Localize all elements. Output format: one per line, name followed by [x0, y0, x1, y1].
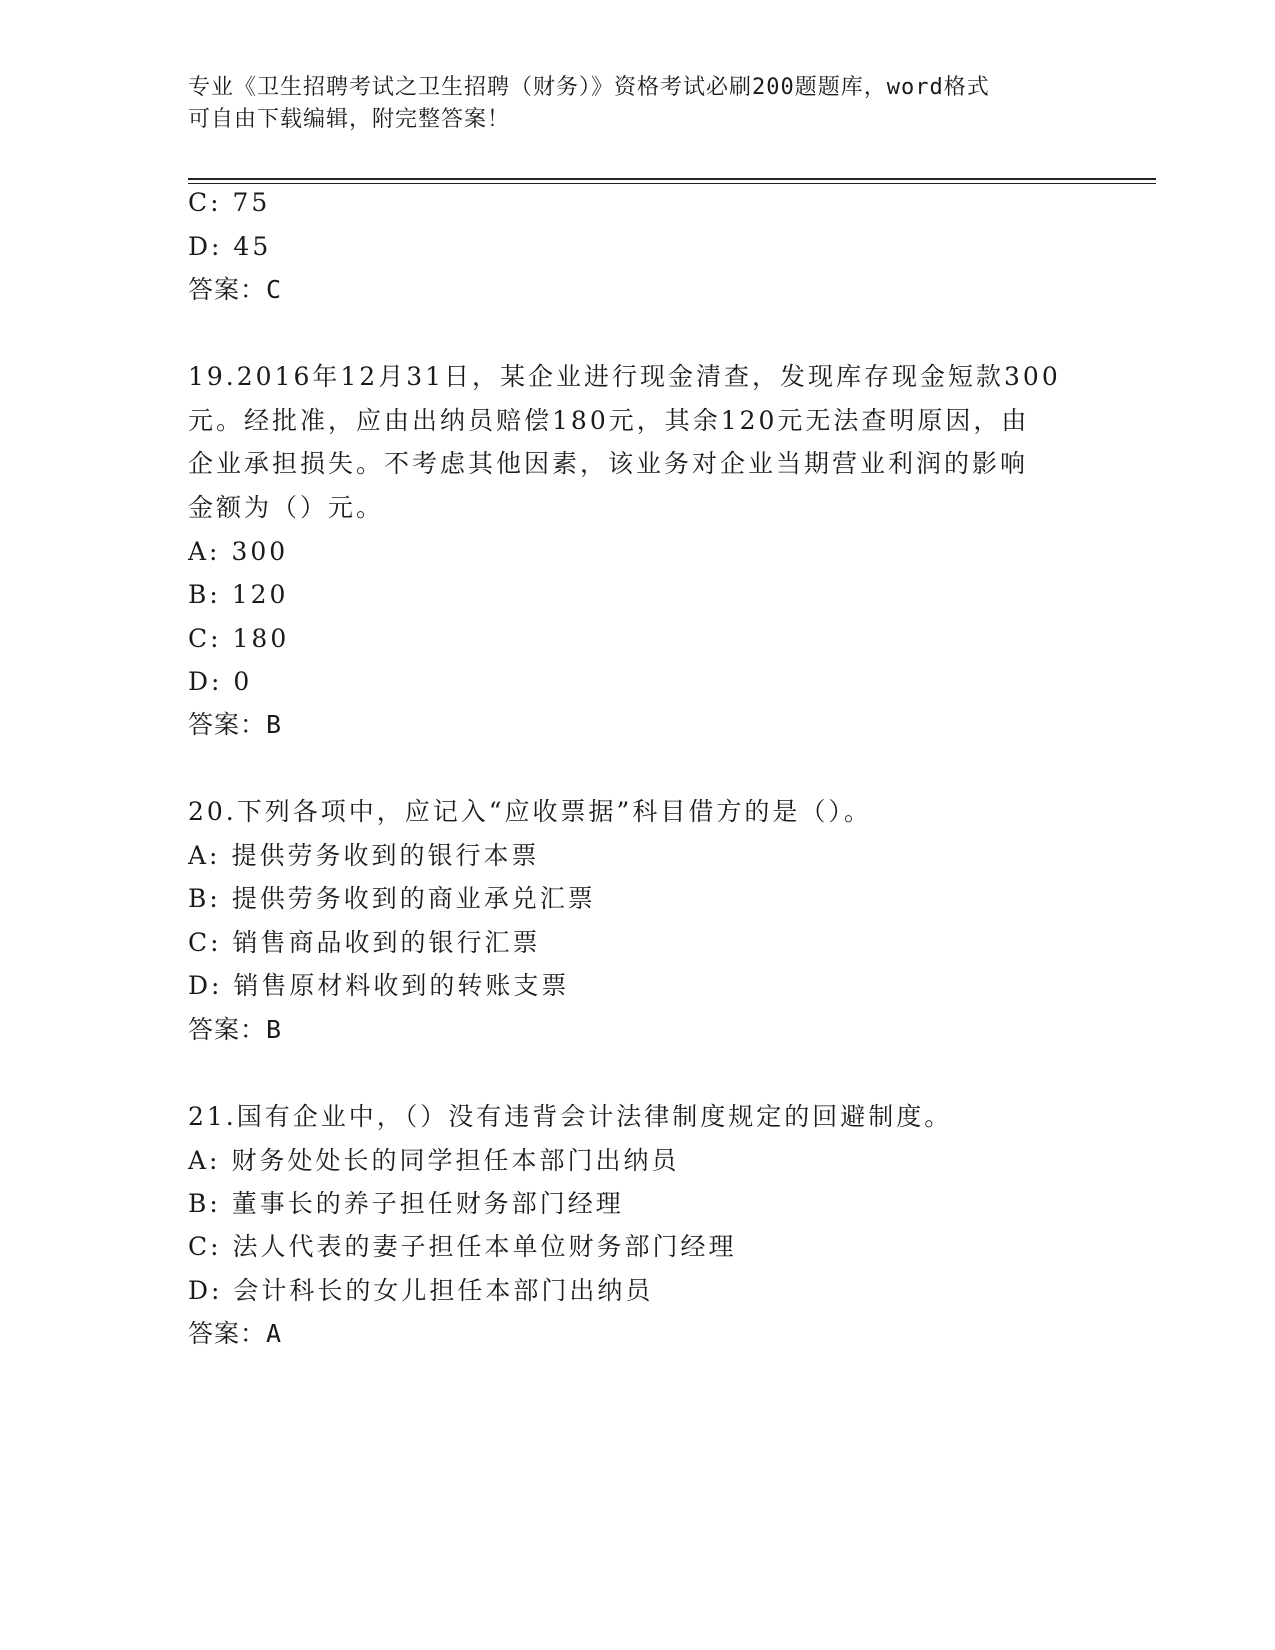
question-20-option-a: [188, 841, 539, 871]
option-label: C:: [188, 928, 222, 957]
option-label: D:: [188, 1276, 223, 1305]
question-21-option-c: [188, 1232, 737, 1262]
option-label: C:: [188, 188, 222, 217]
option-text: 法人代表的妻子担任本单位财务部门经理: [232, 1232, 737, 1261]
question-19-answer: [188, 710, 282, 740]
question-21-answer: [188, 1319, 282, 1349]
question-20-line-1: 20.下列各项中，应记入“应收票据”科目借方的是（）。: [188, 797, 872, 826]
option-text: 提供劳务收到的商业承兑汇票: [231, 884, 596, 913]
header-line-2: 可自由下载编辑，附完整答案！: [188, 107, 511, 132]
answer-value: B: [266, 710, 283, 739]
option-text: 董事长的养子担任财务部门经理: [231, 1189, 624, 1218]
question-20-option-b: [188, 884, 596, 914]
option-label: A:: [188, 1146, 221, 1175]
question-20-answer: [188, 1015, 282, 1045]
question-19-line-3: 企业承担损失。不考虑其他因素，该业务对企业当期营业利润的影响: [188, 449, 1029, 478]
option-text: 300: [231, 537, 289, 566]
answer-label: 答案：: [188, 1319, 267, 1348]
answer-label: 答案：: [188, 275, 267, 304]
question-19-option-a: [188, 537, 288, 567]
question-19-line-1: 19.2016年12月31日，某企业进行现金清查，发现库存现金短款300: [188, 362, 1061, 391]
question-21-option-d: [188, 1276, 653, 1306]
option-label: D:: [188, 667, 223, 696]
document-header: [188, 72, 1088, 136]
header-divider-thin: [188, 183, 1156, 184]
option-label: D:: [188, 971, 223, 1000]
question-20-option-c: [188, 928, 541, 958]
option-c: [188, 188, 270, 218]
question-19-option-c: [188, 624, 289, 654]
answer-label: 答案：: [188, 710, 267, 739]
option-text: 0: [233, 667, 253, 696]
question-19-option-b: [188, 580, 288, 610]
answer-line: [188, 275, 282, 305]
option-text: 财务处处长的同学担任本部门出纳员: [231, 1146, 680, 1175]
option-text: 120: [231, 580, 289, 609]
question-19-line-4: 金额为（）元。: [188, 493, 385, 522]
option-text: 销售商品收到的银行汇票: [232, 928, 541, 957]
question-21-option-b: [188, 1189, 624, 1219]
option-text: 180: [232, 624, 290, 653]
option-label: D:: [188, 232, 223, 261]
answer-value: B: [266, 1015, 283, 1044]
answer-value: C: [266, 275, 283, 304]
option-label: C:: [188, 1232, 222, 1261]
question-20-option-d: [188, 971, 569, 1001]
question-21-option-a: [188, 1146, 679, 1176]
header-divider-thick: [188, 178, 1156, 180]
header-line-1: 专业《卫生招聘考试之卫生招聘（财务）》资格考试必刷200题题库，word格式: [188, 75, 990, 100]
option-label: A:: [188, 537, 221, 566]
question-21-line-1: 21.国有企业中，（）没有违背会计法律制度规定的回避制度。: [188, 1102, 953, 1131]
option-text: 75: [232, 188, 271, 217]
answer-label: 答案：: [188, 1015, 267, 1044]
option-text: 提供劳务收到的银行本票: [231, 841, 540, 870]
option-label: B:: [188, 884, 221, 913]
option-text: 45: [233, 232, 272, 261]
option-d: [188, 232, 271, 262]
option-label: B:: [188, 1189, 221, 1218]
option-label: C:: [188, 624, 222, 653]
question-19-option-d: [188, 667, 252, 697]
question-19-line-2: 元。经批准，应由出纳员赔偿180元，其余120元无法查明原因，由: [188, 406, 1030, 435]
option-text: 销售原材料收到的转账支票: [233, 971, 570, 1000]
option-label: B:: [188, 580, 221, 609]
answer-value: A: [266, 1319, 283, 1348]
option-text: 会计科长的女儿担任本部门出纳员: [233, 1276, 654, 1305]
option-label: A:: [188, 841, 221, 870]
